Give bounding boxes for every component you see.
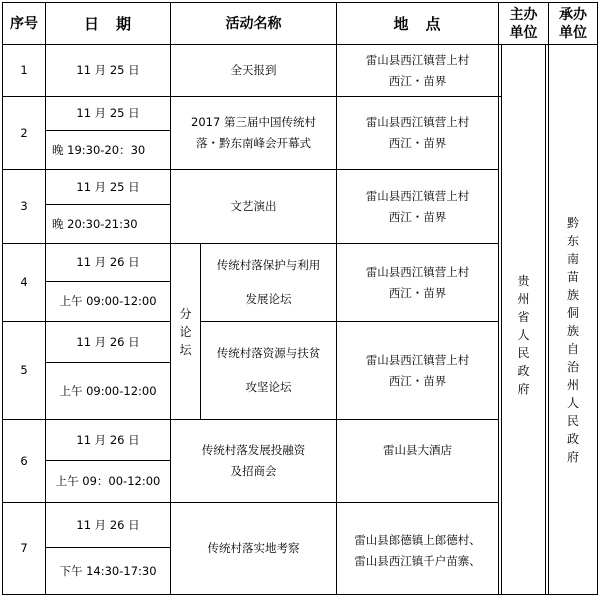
- host-unit: 贵 州 省 人 民 政 府: [517, 274, 530, 396]
- row-time: 上午 09:00-12:00: [59, 294, 157, 308]
- row-seq: 5: [20, 363, 28, 377]
- row-date: 11 月 25 日: [76, 106, 140, 120]
- row-activity: 传统村落发展投融资 及招商会: [201, 443, 306, 478]
- header-activity: 活动名称: [225, 15, 282, 32]
- grid-line: [597, 2, 598, 594]
- row-location: 雷山县大酒店: [383, 442, 452, 457]
- row-location: 雷山县西江镇营上村 西江・苗界: [365, 188, 470, 224]
- grid-line: [498, 2, 499, 594]
- row-location: 雷山县西江镇营上村 西江・苗界: [365, 52, 470, 88]
- row-activity: 传统村落实地考察: [207, 541, 300, 555]
- row-time: 晚 20:30-21:30: [52, 216, 138, 231]
- row-activity: 2017 第三届中国传统村 落・黔东南峰会开幕式: [191, 115, 316, 150]
- row-time: 上午 09:00-12:00: [59, 383, 157, 398]
- row-date: 11 月 25 日: [76, 179, 140, 194]
- row-date: 11 月 26 日: [76, 432, 140, 447]
- row-date: 11 月 26 日: [76, 517, 140, 532]
- header-location: 地 点: [393, 14, 442, 33]
- row-time: 下午 14:30-17:30: [59, 563, 157, 578]
- row-date: 11 月 26 日: [76, 255, 140, 269]
- row-seq: 1: [20, 63, 28, 77]
- row-seq: 3: [20, 199, 28, 213]
- organizer-unit: 黔 东 南 苗 族 侗 族 自 治 州 人 民 政 府: [566, 216, 579, 464]
- header-date: 日 期: [83, 14, 132, 33]
- row-time: 上午 09：00-12:00: [55, 474, 161, 488]
- row-time: 晚 19:30-20：30: [52, 142, 146, 157]
- row-location: 雷山县郎德镇上郎德村、 雷山县西江镇千户苗寨、: [354, 533, 481, 568]
- header-host: 主办 单位: [509, 6, 538, 41]
- row-activity: 传统村落保护与利用 发展论坛: [216, 258, 321, 306]
- row-date: 11 月 25 日: [76, 63, 140, 77]
- grid-line: [545, 44, 546, 594]
- row-activity: 传统村落资源与扶贫 攻坚论坛: [216, 346, 321, 394]
- row-location: 雷山县西江镇营上村 西江・苗界: [365, 115, 470, 150]
- row-location: 雷山县西江镇营上村 西江・苗界: [365, 264, 470, 300]
- row-seq: 2: [20, 125, 28, 140]
- row-location: 雷山县西江镇营上村 西江・苗界: [365, 352, 470, 388]
- grid-line: [2, 594, 598, 595]
- row-date: 11 月 26 日: [76, 334, 140, 349]
- sub-forum-label: 分 论 坛: [179, 306, 192, 357]
- row-seq: 7: [20, 541, 28, 555]
- row-activity: 全天报到: [230, 63, 277, 77]
- header-organizer: 承办 单位: [559, 6, 587, 41]
- row-seq: 4: [20, 275, 28, 289]
- header-seq: 序号: [10, 15, 38, 32]
- row-seq: 6: [20, 453, 28, 468]
- row-activity: 文艺演出: [230, 199, 277, 213]
